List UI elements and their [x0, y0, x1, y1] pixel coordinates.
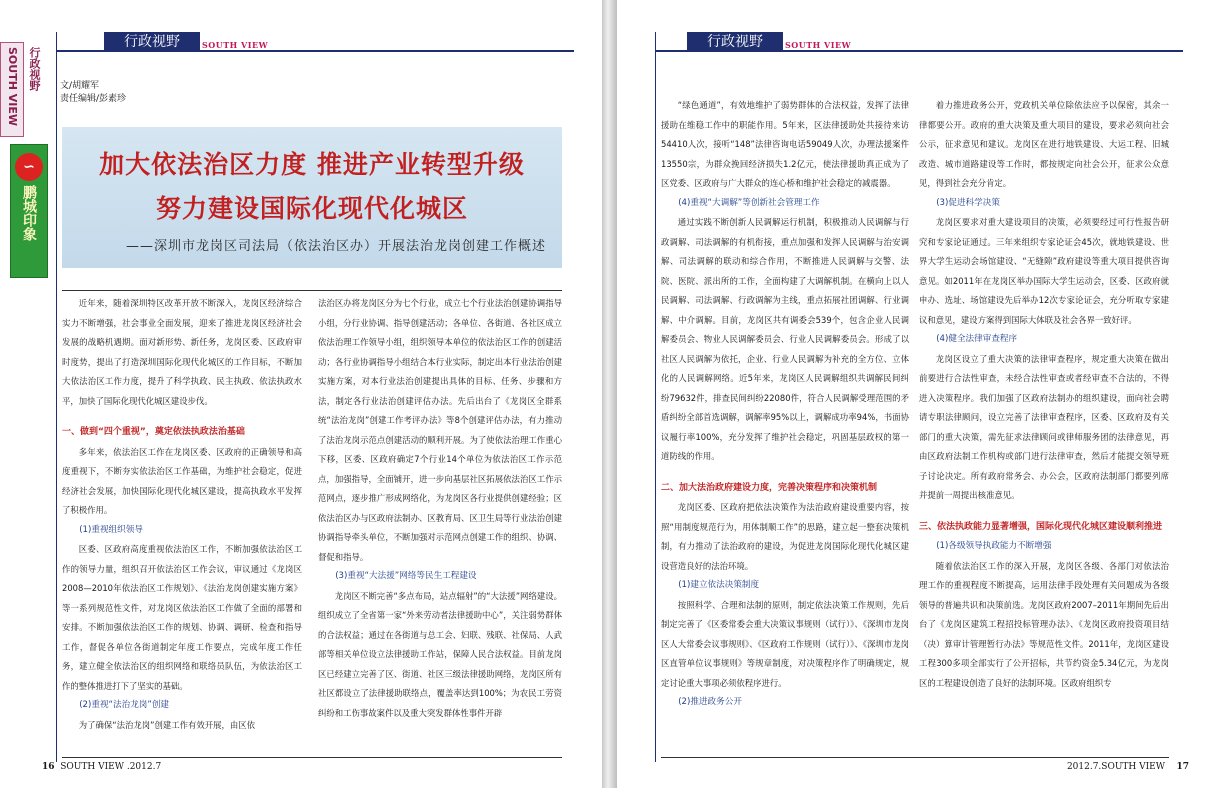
column-bottom-rule: [62, 757, 562, 758]
article-subtitle: ——深圳市龙岗区司法局（依法治区办）开展法治龙岗创建工作概述: [125, 239, 546, 254]
south-view-mark: SOUTH VIEW: [202, 40, 269, 50]
left-column-2: [318, 294, 562, 756]
page-number: 16: [42, 762, 55, 772]
article-title-box: [62, 127, 562, 268]
article-title-line1: 加大依法治区力度 推进产业转型升级: [99, 150, 525, 179]
subsection-heading: (2)推进政务公开: [678, 697, 742, 707]
paragraph: 区委、区政府高度重视依法治区工作，不断加强依法治区工作的领导力量，组织召开依法治区工作会议，审议通过《龙岗区2008—2010年依法治区工作规划》、《法治龙岗创建实施方案》等一系列规范性文件，对龙岗区依法治区工作做了全面的部署和安排。不断加强依法治区工作的规划、协调、调研、检查和指导工作，督促各单位各街道制定年度工作要点，完成年度工作任务，建立健全依法治区的组织网络和联络员队伍，为依法治区工作的整体推进打下了坚实的基础。: [62, 544, 302, 691]
subsection-heading: (3)促进科学决策: [936, 197, 1000, 208]
column-top-rule: [62, 290, 562, 291]
paragraph: 龙岗区设立了重大决策的法律审查程序，规定重大决策在做出前要进行合法性审查，未经合法性审查或者经审查不合法的，不得进入决策程序。我们加强了区政府法制办的组织建设，面向社会聘请专职法律顾问，设立完善了法律审查程序，区委、区政府及有关部门的重大决策，需先征求法律顾问或律师服务团的法律意见，再由区政府法制工作机构或部门进行法律审查，然后才能提交领导班子讨论决定。所有政府常务会、办公会，区政府法制部门都要列席并提前一周提出核准意见。: [919, 353, 1169, 500]
subsection-heading: (4)健全法律审查程序: [936, 334, 1018, 344]
left-column-1: [62, 294, 302, 756]
right-column-1: [661, 96, 909, 756]
subsection-heading: (4)重视“大调解”等创新社会管理工作: [678, 197, 820, 208]
page-header: [655, 32, 1183, 52]
paragraph: 法治区办将龙岗区分为七个行业，成立七个行业法治创建协调指导小组，分行业协调、指导创建活动；各单位、各街道、各社区成立依法治理工作领导小组，组织领导本单位的依法治区工作的创建活动；各行业协调指导小组结合本行业实际，制定出本行业法治创建实施方案，对本行业法治创建提出具体的目标、任务、步骤和方法，制定各行业法治创建评估办法。先后出台了《龙岗区全群系统“法治龙岗”创建工作考评办法》等8个创建评估办法，有力推动了法治龙岗示范点创建活动的顺利开展。为了使依法治理工作重心下移，区委、区政府确定7个行业14个单位为依法治区工作示范点，加强指导，全面铺开，进一步向基层社区拓展依法治区工作示范网点，逐步推广形成网络化，为龙岗区各行业提供创建经验；区依法治区办与区政府法制办、区教育局、区卫生局等行业法治创建协调指导牵头单位，不断加强对示范网点创建工作的组织、协调、督促和指导。: [318, 298, 562, 562]
south-view-mark: SOUTH VIEW: [785, 40, 852, 50]
subsection-heading: (1)各级领导执政能力不断增强: [936, 541, 1052, 551]
paragraph: 随着依法治区工作的深入开展，龙岗区各级、各部门对依法治理工作的重视程度不断提高，运用法律手段处理有关问题成为各级领导的普遍共识和决策前选。龙岗区政府2007–2011年期间先后出台了《龙岗区建筑工程招投标管理办法》、《龙岗区政府投资项目结（决）算审计管理暂行办法》等规范性文件。2011年，龙岗区建设工程300多项全部实行了公开招标，共节约资金5.34亿元，为龙岗区的工程建设创造了良好的法制环境。区政府组织专: [919, 560, 1169, 688]
column-bottom-rule: [661, 757, 1169, 758]
paragraph: 多年来，依法治区工作在龙岗区委、区政府的正确领导和高度重视下，不断夯实依法治区工作基础，为维护社会稳定，促进经济社会发展，加快国际化现代化城区建设，提高执政水平发挥了积极作用。: [62, 446, 302, 515]
paragraph: 为了确保“法治龙岗”创建工作有效开展，由区依: [78, 719, 255, 730]
left-page: [0, 0, 602, 788]
right-column-2: [919, 96, 1169, 756]
side-column-tab[interactable]: [10, 144, 48, 278]
article-title-line2: 努力建设国际化现代化城区: [155, 194, 468, 223]
paragraph: 龙岗区不断完善“多点布局，站点辐射”的“大法援”网络建设。组织成立了全省第一家“外来劳动者法律援助中心”，关注弱势群体的合法权益；通过在各街道与总工会、妇联、残联、社保局、人武部等相关单位设立法律援助工作站，保障人民合法权益。目前龙岗区已经建立完善了区、街道、社区三级法律援助网络，龙岗区所有社区都设立了法律援助联络点，覆盖率达到100%；为农民工劳资纠纷和工伤事故案件以及重大突发群体性事件开辟: [318, 590, 562, 718]
page-header: [56, 32, 574, 52]
side-column-tab-label: 鹏城印象: [21, 185, 37, 241]
section-heading: 三、依法执政能力显著增强，国际化现代化城区建设顺利推进: [919, 521, 1163, 532]
subsection-heading: (3)重视“大法援”网络等民生工程建设: [335, 571, 477, 581]
side-section-tab[interactable]: [0, 42, 41, 137]
paragraph: “绿色通道”，有效地维护了弱势群体的合法权益，发挥了法律援助在维稳工作中的职能作用。5年来，区法律援助处共接待来访54410人次，接听“148”法律咨询电话59049人次，办理法援案件13550宗，为群众挽回经济损失1.2亿元，使法律援助真正成为了区党委、区政府与广大群众的连心桥和维护社会稳定的减震器。: [661, 100, 909, 188]
byline: [60, 80, 126, 106]
paragraph: 近年来，随着深圳特区改革开放不断深入，龙岗区经济综合实力不断增强，社会事业全面发展，迎来了推进龙岗区经济社会发展的战略机遇期。面对新形势、新任务，龙岗区委、区政府审时度势，提出了打造深圳国际化现代化城区的工作目标，不断加大依法治区工作力度，提升了科学执政、民主执政、依法执政水平，加快了国际化现代化城区建设步伐。: [62, 298, 302, 406]
footer-text: 2012.7.SOUTH VIEW: [1066, 762, 1166, 772]
side-section-tab-label: 行政视野 SOUTH VIEW: [6, 47, 41, 126]
right-page: [617, 0, 1219, 788]
column-logo-icon: ∽: [15, 153, 43, 181]
author: 文/胡耀军: [60, 81, 100, 91]
subsection-heading: (2)重视“法治龙岗”创建: [79, 700, 170, 710]
page-footer-right: [1067, 762, 1189, 772]
paragraph: 龙岗区要求对重大建设项目的决策，必须要经过可行性报告研究和专家论证通过。三年来组织专家论证会45次，就地铁建设、世界大学生运动会场馆建设、“无缝隙”政府建设等重大项目提供咨询意见。如2011年在龙岗区举办国际大学生运动会，区委、区政府就申办、选址、场馆建设先后举办12次专家论证会，充分听取专家建议和意见，建设方案得到国际大体联及社会各界一致好评。: [919, 217, 1169, 325]
paragraph: 按照科学、合理和法制的原则，制定依法决策工作规则，先后制定完善了《区委常委会重大决策议事规则（试行）》、《深圳市龙岗区人大常委会议事规则》、《区政府工作规则（试行）》、《深圳市龙岗区直管单位议事规则》等规章制度，对决策程序作了明确规定，规定讨论重大事项必须依程序进行。: [661, 599, 909, 688]
section-label: 行政视野: [687, 32, 783, 52]
section-label: 行政视野: [104, 32, 200, 52]
subsection-heading: (1)重视组织领导: [79, 524, 143, 535]
section-heading: 二、加大法治政府建设力度，完善决策程序和决策机制: [661, 482, 878, 493]
footer-text: SOUTH VIEW .2012.7: [60, 762, 162, 772]
subsection-heading: (1)建立依法决策制度: [678, 580, 760, 590]
page-border-line: [56, 32, 57, 762]
page-footer-left: [42, 762, 161, 772]
editor: 责任编辑/彭素珍: [60, 94, 127, 104]
page-number: 17: [1176, 762, 1189, 772]
page-border-line: [655, 32, 656, 762]
paragraph: 通过实践不断创新人民调解运行机制，积极推动人民调解与行政调解、司法调解的有机衔接，重点加强和发挥人民调解与治安调解、司法调解的联动和综合作用，不断推进人民调解与交警、法院、医院、派出所的工作，全面构建了大调解机制。在横向上以人民调解、司法调解、行政调解为主线，重点拓展社团调解、行业调解、中介调解。目前，龙岗区共有调委会539个，包含企业人民调解委员会、物业人民调解委员会、行业人民调解委员会。形成了以社区人民调解为依托，企业、行业人民调解为补充的全方位、立体化的人民调解网络。近5年来，龙岗区人民调解组织共调解民间纠纷79632件，排查民间纠纷22080件，符合人民调解受理范围的矛盾纠纷全部首选调解，调解率95%以上，调解成功率94%，书面协议履行率100%，充分发挥了维护社会稳定，巩固基层政权的第一道防线的作用。: [661, 217, 909, 461]
section-heading: 一、做到“四个重视”，奠定依法执政法治基础: [62, 427, 245, 437]
paragraph: 龙岗区委、区政府把依法决策作为法治政府建设重要内容，按照“用制度规范行为，用体制顺工作”的思路，建立起一整套决策机制，有力推动了法治政府的建设，为促进龙岗国际化现代化城区建设营造良好的法治环境。: [661, 502, 909, 571]
paragraph: 着力推进政务公开，党政机关单位除依法应予以保密，其余一律都要公开。政府的重大决策及重大项目的建设，要求必须向社会公示，征求意见和建议。龙岗区在进行地铁建设、大运工程、旧城改造、城市道路建设等工作时，都按规定向社会公开，征求公众意见，得到社会充分肯定。: [919, 100, 1169, 188]
page-gutter: [602, 0, 617, 788]
